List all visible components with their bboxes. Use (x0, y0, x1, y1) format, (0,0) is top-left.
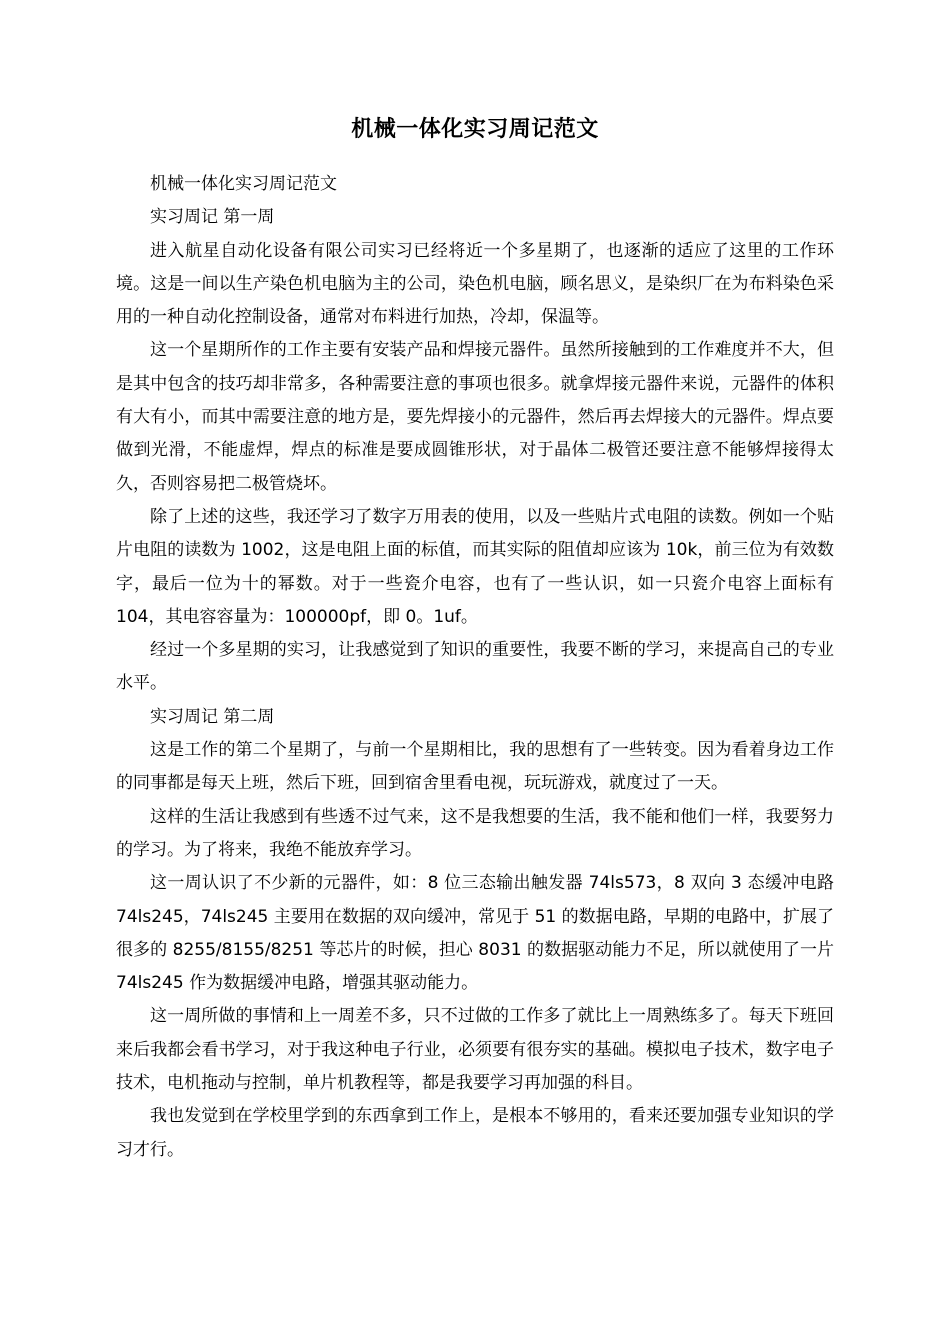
paragraph: 除了上述的这些，我还学习了数字万用表的使用，以及一些贴片式电阻的读数。例如一个贴片电阻的读数为 1002，这是电阻上面的标值，而其实际的阻值却应该为 10k，前三位为有效数字，最后一位为十的幂数。对于一些瓷介电容，也有了一些认识，如一只瓷介电容上面标有 104，其电容容量为：100000pf，即 0。1uf。 (116, 506, 834, 627)
paragraph: 这一周认识了不少新的元器件，如：8 位三态输出触发器 74ls573，8 双向 3 态缓冲电路 74ls245，74ls245 主要用在数据的双向缓冲，常见于 51 的数据电路，早期的电路中，扩展了很多的 8255/8155/8251 等芯片的时候，担心 8031 的数据驱动能力不足，所以就使用了一片 74ls245 作为数据缓冲电路，增强其驱动能力。 (116, 873, 834, 994)
paragraph: 这样的生活让我感到有些透不过气来，这不是我想要的生活，我不能和他们一样，我要努力的学习。为了将来，我绝不能放弃学习。 (116, 806, 834, 860)
paragraph: 这一周所做的事情和上一周差不多，只不过做的工作多了就比上一周熟练多了。每天下班回来后我都会看书学习，对于我这种电子行业，必须要有很夯实的基础。模拟电子技术，数字电子技术，电机拖动与控制，单片机教程等，都是我要学习再加强的科目。 (116, 1006, 834, 1094)
document-body (116, 168, 834, 1167)
section-heading: 实习周记 第二周 (150, 706, 275, 727)
paragraph: 这是工作的第二个星期了，与前一个星期相比，我的思想有了一些转变。因为看着身边工作的同事都是每天上班，然后下班，回到宿舍里看电视，玩玩游戏，就度过了一天。 (116, 740, 834, 794)
paragraph: 这一个星期所作的工作主要有安装产品和焊接元器件。虽然所接触到的工作难度并不大，但是其中包含的技巧却非常多，各种需要注意的事项也很多。就拿焊接元器件来说，元器件的体积有大有小，而其中需要注意的地方是，要先焊接小的元器件，然后再去焊接大的元器件。焊点要做到光滑，不能虚焊，焊点的标准是要成圆锥形状，对于晶体二极管还要注意不能够焊接得太久，否则容易把二极管烧坏。 (116, 340, 834, 494)
paragraph: 机械一体化实习周记范文 (150, 174, 337, 194)
paragraph: 我也发觉到在学校里学到的东西拿到工作上，是根本不够用的，看来还要加强专业知识的学习才行。 (116, 1106, 834, 1160)
paragraph: 经过一个多星期的实习，让我感觉到了知识的重要性，我要不断的学习，来提高自己的专业水平。 (116, 640, 834, 694)
document-title: 机械一体化实习周记范文 (351, 117, 599, 142)
section-heading: 实习周记 第一周 (150, 207, 275, 228)
paragraph: 进入航星自动化设备有限公司实习已经将近一个多星期了，也逐渐的适应了这里的工作环境。这是一间以生产染色机电脑为主的公司，染色机电脑，顾名思义，是染织厂在为布料染色采用的一种自动化控制设备，通常对布料进行加热，冷却，保温等。 (116, 240, 834, 328)
